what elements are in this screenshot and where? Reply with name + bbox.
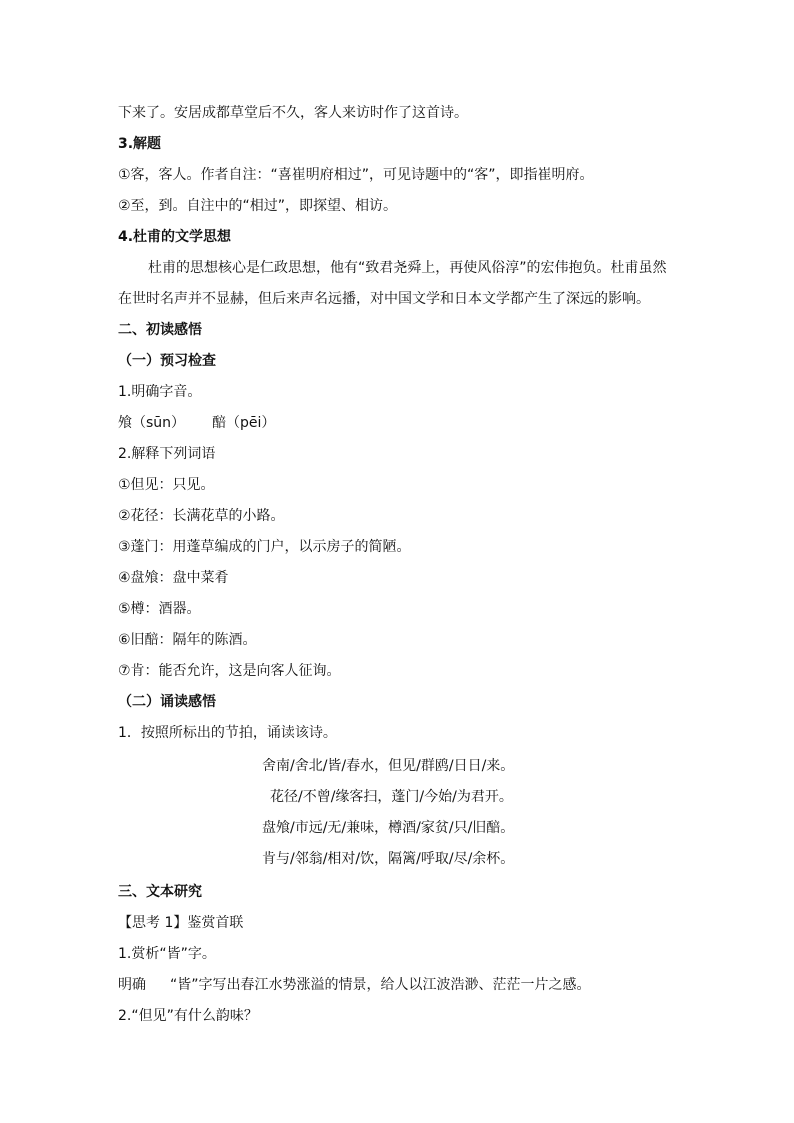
section-4-heading: 4.杜甫的文学思想 (118, 229, 232, 245)
poem-line-4: 肯与/邻翁/相对/饮，隔篱/呼取/尽/余杯。 (262, 851, 515, 867)
subsection-preview-check: （一）预习检查 (118, 353, 216, 369)
definition-5: ⑤樽：酒器。 (118, 601, 201, 617)
definition-1: ①但见：只见。 (118, 477, 215, 493)
s3-line-1: ①客，客人。作者自注：“喜崔明府相过”，可见诗题中的“客”，即指崔明府。 (118, 167, 594, 183)
s4-paragraph-line-2: 在世时名声并不显赫，但后来声名远播，对中国文学和日本文学都产生了深远的影响。 (118, 291, 650, 307)
answer-label: 明确 (118, 977, 146, 993)
question-2: 2.“但见”有什么韵味？ (118, 1008, 258, 1024)
subsection-recitation: （二）诵读感悟 (118, 694, 216, 710)
s4-paragraph-line-1: 杜甫的思想核心是仁政思想，他有“致君尧舜上，再使风俗淳”的宏伟抱负。杜甫虽然 (148, 260, 667, 276)
pronunciation-2: 醅（pēi） (212, 415, 276, 431)
think-1-heading: 【思考 1】鉴赏首联 (118, 915, 244, 931)
pronunciation-1: 飧（sūn） (118, 415, 186, 431)
definition-4: ④盘飧：盘中菜肴 (118, 570, 229, 586)
item-explain-words: 2.解释下列词语 (118, 446, 216, 462)
item-recite: 1．按照所标出的节拍，诵读该诗。 (118, 725, 337, 741)
s3-line-2: ②至，到。自注中的“相过”，即探望、相访。 (118, 198, 398, 214)
definition-7: ⑦肯：能否允许，这是向客人征询。 (118, 663, 341, 679)
definition-2: ②花径：长满花草的小路。 (118, 508, 285, 524)
part-2-heading: 二、初读感悟 (118, 322, 202, 338)
question-1: 1.赏析“皆”字。 (118, 946, 216, 962)
definition-3: ③蓬门：用蓬草编成的门户，以示房子的简陋。 (118, 539, 411, 555)
poem-line-2: 花径/不曾/缘客扫，蓬门/今始/为君开。 (270, 789, 513, 805)
part-3-heading: 三、文本研究 (118, 884, 202, 900)
section-3-heading: 3.解题 (118, 136, 162, 152)
poem-line-1: 舍南/舍北/皆/春水，但见/群鸥/日日/来。 (262, 758, 515, 774)
poem-line-3: 盘飧/市远/无/兼味，樽酒/家贫/只/旧醅。 (262, 820, 515, 836)
definition-6: ⑥旧醅：隔年的陈酒。 (118, 632, 257, 648)
answer-text: “皆”字写出春江水势涨溢的情景，给人以江波浩渺、茫茫一片之感。 (170, 977, 591, 993)
item-pronunciation: 1.明确字音。 (118, 384, 202, 400)
intro-tail: 下来了。安居成都草堂后不久，客人来访时作了这首诗。 (118, 105, 468, 121)
